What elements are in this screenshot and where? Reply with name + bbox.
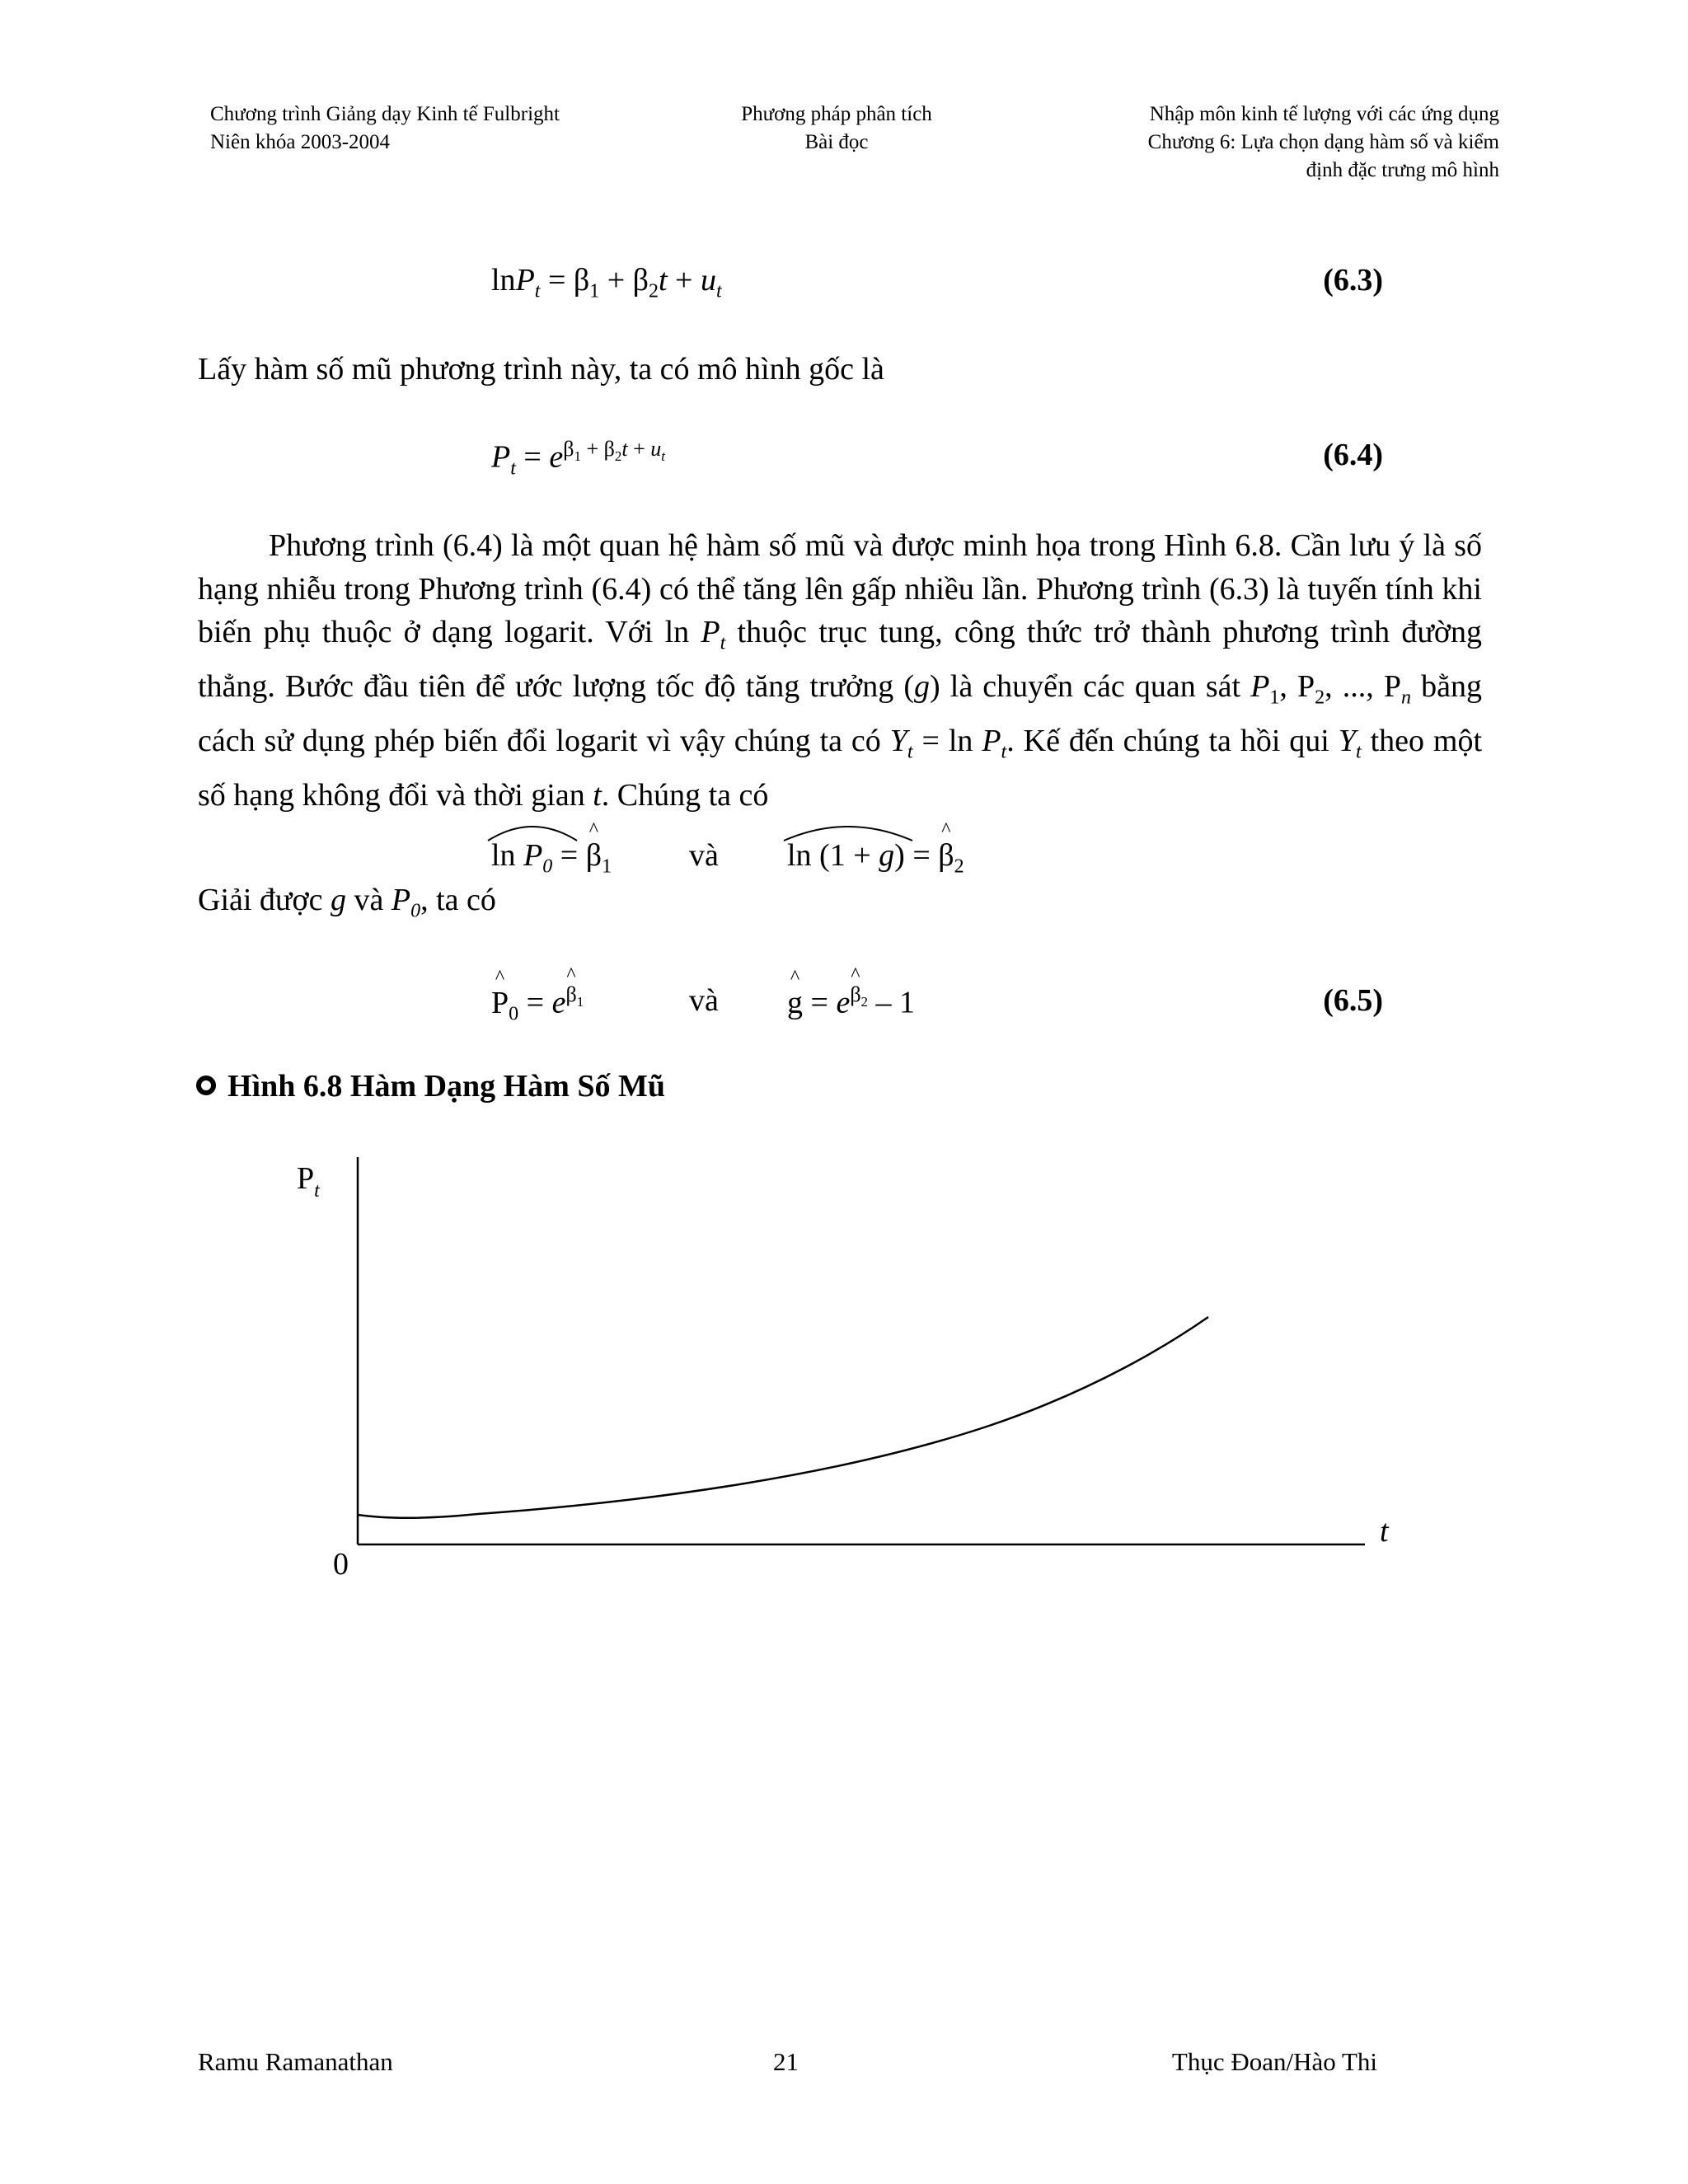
estimate-ln-p0: $\ln P_0$ = ^ $\beta_1$: [491, 837, 612, 879]
para-part-6: theo một số hạng không đổi và thời gian: [198, 724, 1483, 813]
para-part-1: Phương trình (6.4) là một quan hệ hàm số mũ và được minh họa trong Hình 6.8. Cần lưu ý là số hạng nhiễu trong Phương trình (6.4) có thể tăng lên gấp nhiều lần. Phương trình (6.3) là tuyến tính khi biến phụ thuộc ở dạng logarit. Với ln: [198, 528, 1482, 649]
equation-6-5-number: (6.5): [1323, 983, 1383, 1018]
equation-6-4-number: (6.4): [1323, 438, 1383, 472]
y-axis-label: $P_t$: [297, 1161, 320, 1202]
header-chapter-cont: định đặc trưng mô hình: [1306, 159, 1499, 181]
footer-author: Ramu Ramanathan: [198, 2047, 393, 2076]
bullet-icon: [196, 1076, 216, 1095]
estimate-ln-1g: ln (1 + g) = ^ $\beta_2$: [787, 837, 964, 879]
header-subject: Phương pháp phân tích: [741, 103, 932, 125]
para-part-4: bằng cách sử dụng phép biến đổi logarit vì vậy chúng ta có: [198, 669, 1483, 759]
footer-translators: Thục Đoan/Hào Thi: [1171, 2047, 1377, 2076]
header-reading: Bài đọc: [804, 131, 869, 153]
x-axis-label: t: [1380, 1514, 1389, 1549]
and-word-1: và: [689, 838, 719, 873]
equation-6-3: $\ln P_t = \beta_1 + \beta_2t + u_t$: [491, 263, 722, 302]
para-part-3: ) là chuyển các quan sát: [930, 669, 1241, 705]
header-program: Chương trình Giảng dạy Kinh tế Fulbright: [210, 103, 560, 125]
page-number: 21: [773, 2047, 799, 2076]
solve-and: và: [354, 883, 384, 917]
equation-6-4: $P_t = e^{\beta_1 + \beta_2t + u_t}$: [491, 437, 665, 480]
and-word-2: và: [689, 983, 719, 1018]
solve-text: Giải được g và $P_0$, ta có: [198, 883, 496, 922]
para-part-7: Chúng ta có: [617, 778, 769, 813]
exponential-figure: [280, 1146, 1434, 1607]
header-year: Niên khóa 2003-2004: [210, 131, 391, 153]
solve-end: , ta có: [420, 883, 496, 917]
paragraph: Phương trình (6.4) là một quan hệ hàm số mũ và được minh họa trong Hình 6.8. Cần lưu ý là số hạng nhiễu trong Phương trình (6.4) có thể tăng lên gấp nhiều lần. Phương trình (6.3) là tuyến tính khi biến phụ thuộc ở dạng logarit. Với $\ln P_t$ thuộc trục tung, công thức trở thành phương trình đường thẳng. Bước đầu tiên để ước lượng tốc độ tăng trưởng (g) là chuyển các quan sát $P_1$, $P_2$, ..., $P_n$ bằng cách sử dụng phép biến đổi logarit vì vậy chúng ta có $Y_t = \ln P_t$. Kế đến chúng ta hồi qui $Y_t$ theo một số hạng không đổi và thời gian t. Chúng ta có: [198, 528, 1483, 813]
header-left: [210, 101, 560, 157]
intro-text: Lấy hàm số mũ phương trình này, ta có mô hình gốc là: [198, 352, 884, 387]
header-chapter: Chương 6: Lựa chọn dạng hàm số và kiểm: [1147, 131, 1499, 153]
header-right: [1148, 101, 1499, 185]
header-course: Nhập môn kinh tế lượng với các ứng dụng: [1149, 103, 1499, 125]
equation-6-5a: ^ $P_0$ = e^ $^{\beta_1}$: [491, 982, 584, 1025]
figure-caption-text: Hình 6.8 Hàm Dạng Hàm Số Mũ: [227, 1069, 666, 1104]
equation-6-5b: ^ g = e^ $^{\beta_2}$ – 1: [787, 982, 915, 1021]
solve-label: Giải được: [198, 883, 323, 917]
equation-6-3-number: (6.3): [1323, 263, 1383, 298]
figure-caption: [196, 1068, 665, 1104]
para-part-2: thuộc trục tung, công thức trở thành phương trình đường thẳng. Bước đầu tiên để ước lượng tốc độ tăng trưởng (: [198, 615, 1483, 705]
exponential-curve: [358, 1317, 1208, 1518]
header-middle: [738, 101, 935, 157]
origin-label: 0: [333, 1547, 349, 1582]
para-part-5: Kế đến chúng ta hồi qui: [1023, 724, 1329, 759]
